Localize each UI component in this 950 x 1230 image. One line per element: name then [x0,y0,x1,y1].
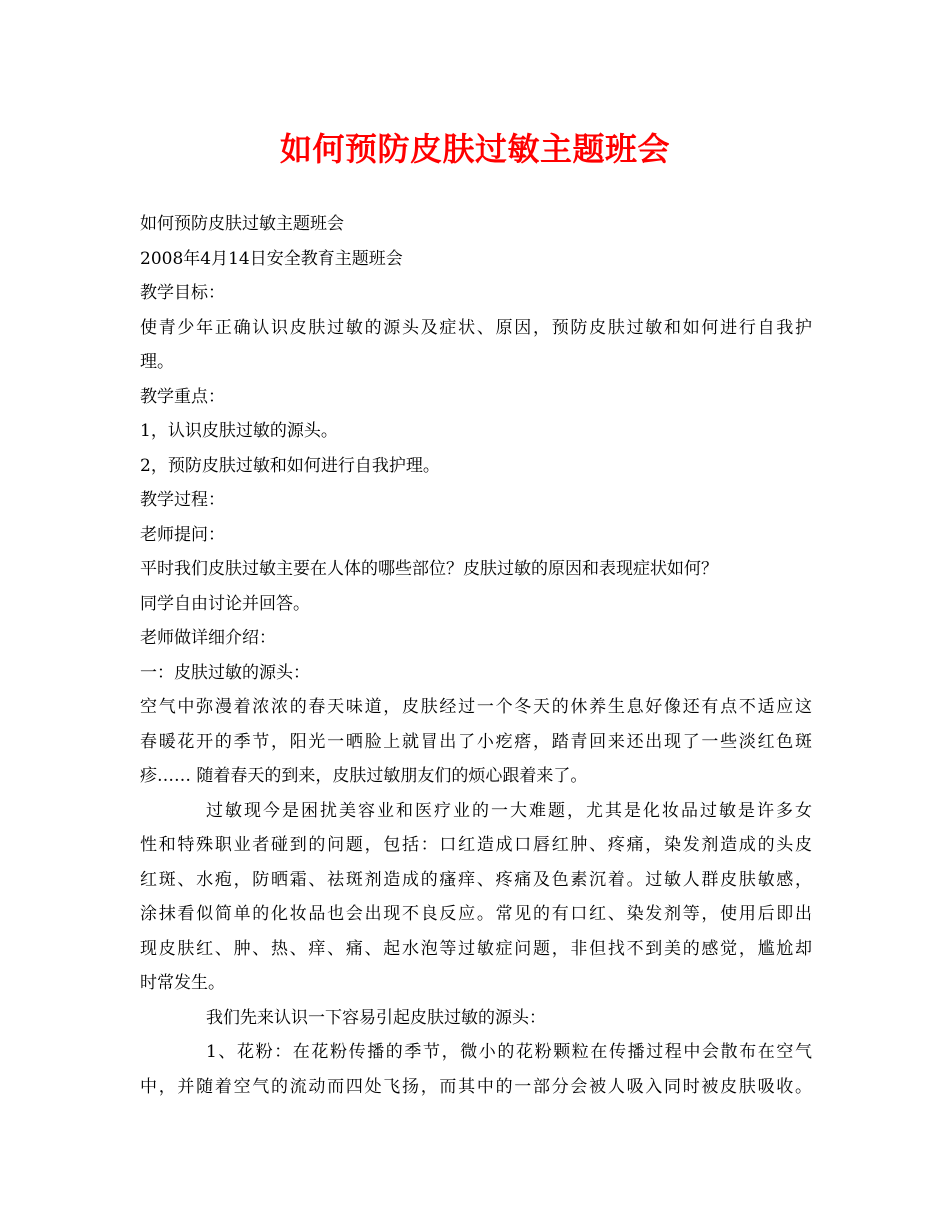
text-line: 时常发生。 [140,973,225,993]
text-line: 涂抹看似简单的化妆品也会出现不良反应。常见的有口红、染发剂等，使用后即出 [140,904,812,924]
text-line: 中，并随着空气的流动而四处飞扬，而其中的一部分会被人吸入同时被皮肤吸收。 [140,1076,812,1097]
text-line: 2008年4月14日安全教育主题班会 [140,248,403,269]
text-line: 2，预防皮肤过敏和如何进行自我护理。 [140,455,440,476]
text-line: 老师做详细介绍： [140,628,276,648]
text-line: 平时我们皮肤过敏主要在人体的哪些部位？皮肤过敏的原因和表现症状如何？ [140,559,718,579]
text-line: 使青少年正确认识皮肤过敏的源头及症状、原因，预防皮肤过敏和如何进行自我护 [140,317,812,338]
text-line: 1，认识皮肤过敏的源头。 [140,421,338,441]
text-line: 性和特殊职业者碰到的问题，包括：口红造成口唇红肿、疼痛，染发剂造成的头皮 [140,835,812,855]
text-line: 如何预防皮肤过敏主题班会 [140,214,344,234]
text-line: 现皮肤红、肿、热、痒、痛、起水泡等过敏症问题，非但找不到美的感觉，尴尬却 [140,938,812,959]
text-line: 教学目标： [140,283,225,303]
text-line: 教学重点： [140,386,225,407]
text-line: 我们先来认识一下容易引起皮肤过敏的源头： [206,1007,546,1028]
text-line: 1、花粉：在花粉传播的季节，微小的花粉颗粒在传播过程中会散布在空气 [206,1042,812,1062]
text-line: 同学自由讨论并回答。 [140,593,310,614]
text-line: 空气中弥漫着浓浓的春天味道，皮肤经过一个冬天的休养生息好像还有点不适应这 [140,697,812,717]
text-line: 春暖花开的季节，阳光一晒脸上就冒出了小疙瘩，踏青回来还出现了一些淡红色斑 [140,731,812,752]
text-line: 老师提问： [140,524,225,545]
text-line: 红斑、水疱，防晒霜、祛斑剂造成的瘙痒、疼痛及色素沉着。过敏人群皮肤敏感， [140,869,812,890]
text-line: 过敏现今是困扰美容业和医疗业的一大难题，尤其是化妆品过敏是许多女 [206,800,812,821]
text-line: 教学过程： [140,490,225,510]
text-line: 疹…… 随着春天的到来，皮肤过敏朋友们的烦心跟着来了。 [140,766,588,786]
document-body [140,207,812,1104]
text-line: 理。 [140,352,174,372]
text-line: 一：皮肤过敏的源头： [140,662,310,683]
document-title: 如何预防皮肤过敏主题班会 [279,130,670,168]
